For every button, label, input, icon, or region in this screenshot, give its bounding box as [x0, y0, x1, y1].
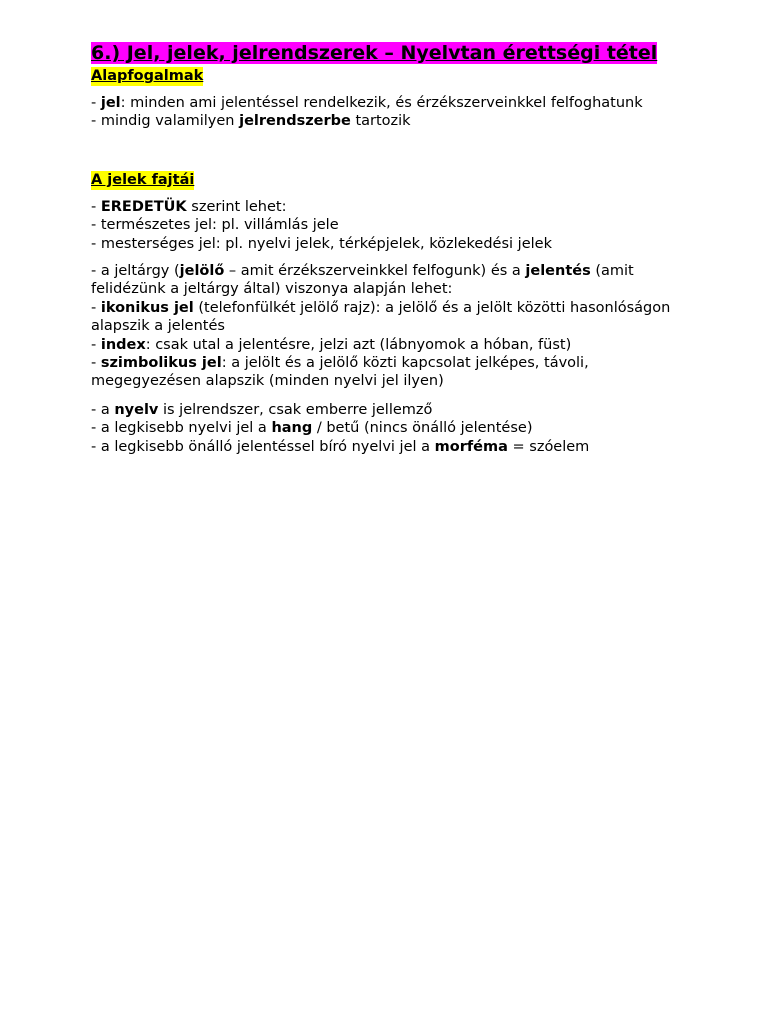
text-line: - a jeltárgy (jelölő – amit érzékszerveinkkel felfogunk) és a jelentés (amit felidézünk a jeltárgy által) viszonya alapján lehet: — [91, 263, 634, 298]
paragraph-relation — [91, 262, 691, 391]
text-line: - a legkisebb nyelvi jel a hang / betű (nincs önálló jelentése) — [91, 420, 533, 437]
text-line: - jel: minden ami jelentéssel rendelkezik, és érzékszerveinkkel felfoghatunk — [91, 95, 643, 111]
text-line: - a nyelv is jelrendszer, csak emberre jellemző — [91, 401, 433, 418]
text-line: - a legkisebb önálló jelentéssel bíró nyelvi jel a morféma = szóelem — [91, 438, 590, 455]
page-title-text: 6.) Jel, jelek, jelrendszerek – Nyelvtan érettségi tétel — [91, 42, 658, 64]
page-title — [91, 41, 691, 65]
document-body — [91, 41, 691, 456]
section-heading-basics: Alapfogalmak — [91, 68, 204, 84]
text-line: - ikonikus jel (telefonfülkét jelölő rajz): a jelölő és a jelölt közötti hasonlóságon alapszik a jelentés — [91, 299, 671, 335]
text-line: - mesterséges jel: pl. nyelvi jelek, térképjelek, közlekedési jelek — [91, 235, 552, 252]
text-line: - természetes jel: pl. villámlás jele — [91, 217, 339, 234]
text-line: - EREDETÜK szerint lehet: — [91, 198, 287, 215]
paragraph-language — [91, 401, 691, 456]
text-line: - szimbolikus jel: a jelölt és a jelölő közti kapcsolat jelképes, távoli, megegyezésen alapszik (minden nyelvi jel ilyen) — [91, 355, 589, 390]
text-line: - mindig valamilyen jelrendszerbe tartozik — [91, 113, 411, 130]
section-types — [91, 169, 691, 456]
paragraph-basics — [91, 94, 691, 131]
paragraph-origin — [91, 198, 691, 253]
text-line: - index: csak utal a jelentésre, jelzi azt (lábnyomok a hóban, füst) — [91, 336, 572, 353]
section-basics — [91, 65, 691, 131]
section-heading-types: A jelek fajtái — [91, 171, 195, 188]
